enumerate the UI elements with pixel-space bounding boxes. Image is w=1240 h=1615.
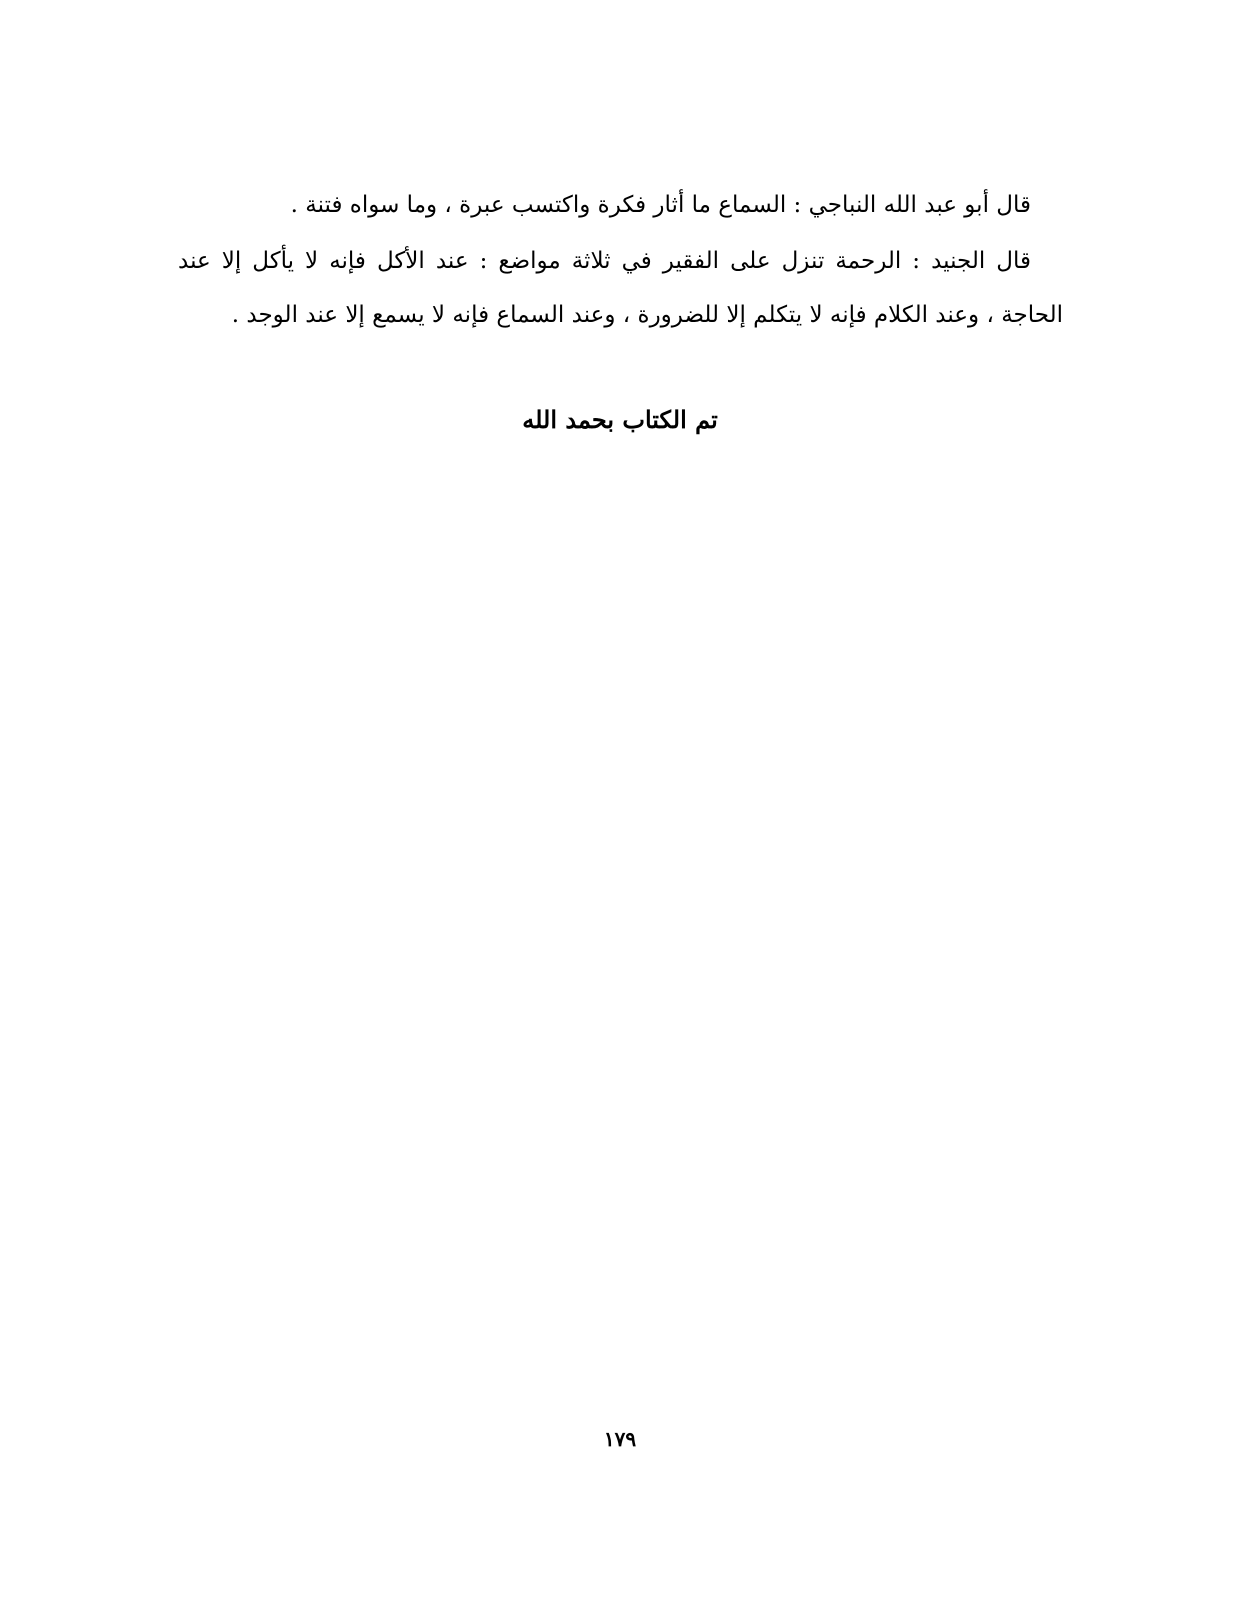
colophon: تم الكتاب بحمد الله xyxy=(522,405,718,434)
paragraph-junayd-quote: قال الجنيد : الرحمة تنزل على الفقير في ثلاثة مواضع : عند الأكل فإنه لا يأكل إلا عند الحاجة ، وعند الكلام فإنه لا يتكلم إلا للضرورة ، وعند السماع فإنه لا يسمع إلا عند الوجد . xyxy=(178,248,1063,328)
paragraph-nabaji-quote: قال أبو عبد الله النباجي : السماع ما أثار فكرة واكتسب عبرة ، وما سواه فتنة . xyxy=(290,192,1031,218)
page-number: ١٧٩ xyxy=(603,1427,637,1451)
body-text xyxy=(178,180,1063,342)
